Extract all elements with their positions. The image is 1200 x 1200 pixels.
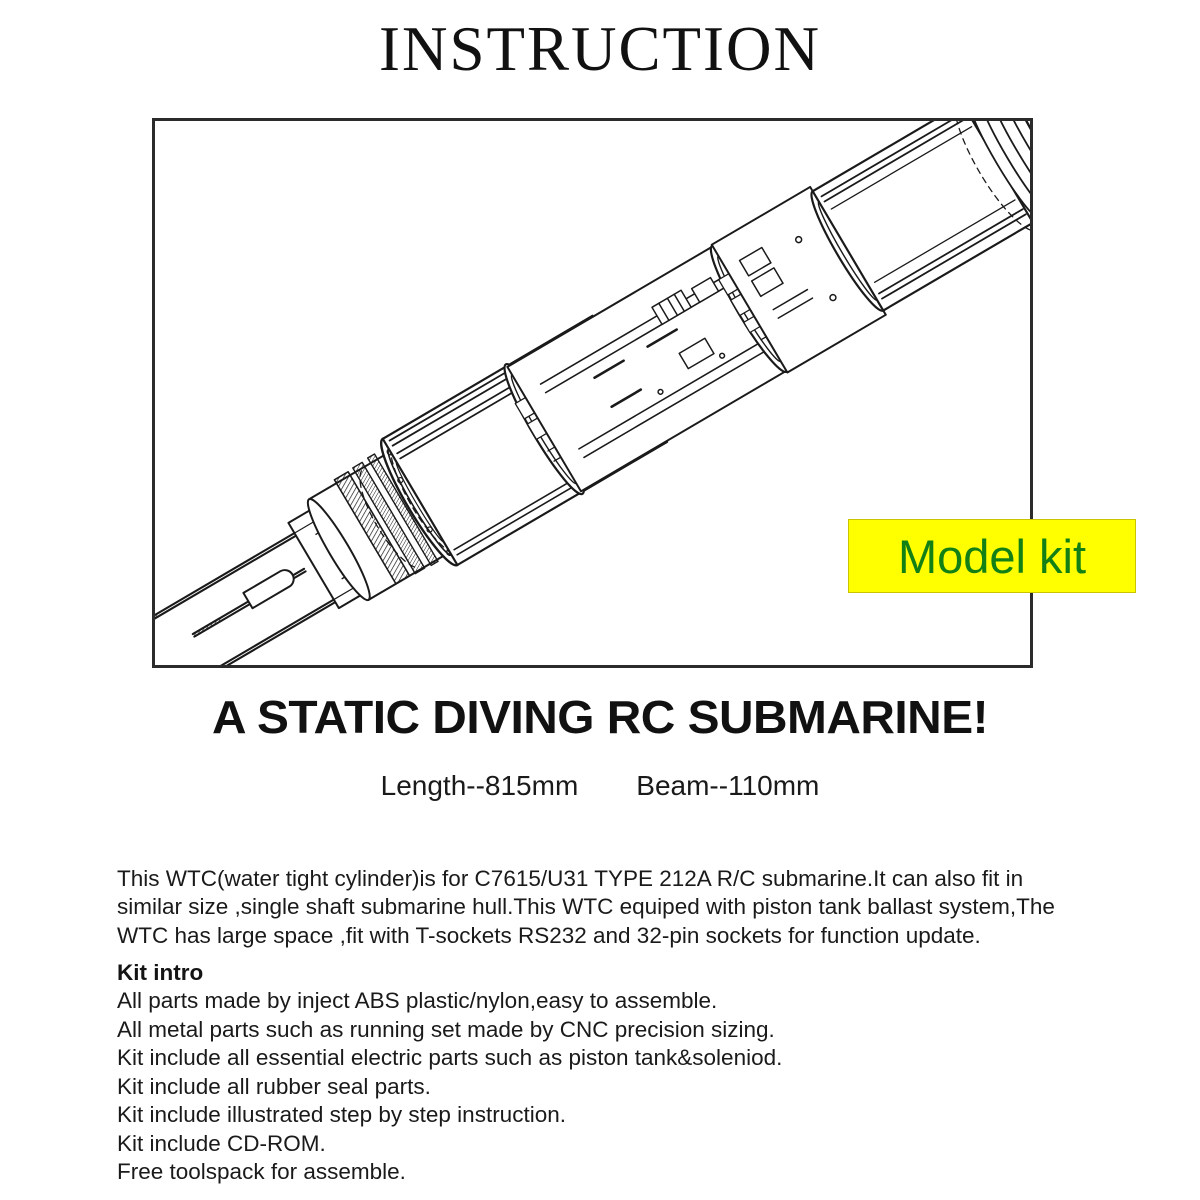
- list-item: Free toolspack for assemble.: [117, 1159, 406, 1184]
- page-title: INSTRUCTION: [379, 14, 821, 84]
- list-item: Kit include all essential electric parts such as piston tank&soleniod.: [117, 1045, 783, 1070]
- kit-feature-list: [117, 987, 1083, 1187]
- list-item: Kit include CD-ROM.: [117, 1130, 326, 1156]
- kit-intro-heading: Kit intro: [117, 960, 204, 985]
- product-subtitle: A STATIC DIVING RC SUBMARINE!: [211, 691, 989, 743]
- dimensions-line: [0, 772, 1200, 800]
- list-item: All parts made by inject ABS plastic/nylon,easy to assemble.: [117, 988, 718, 1013]
- list-item: All metal parts such as running set made by CNC precision sizing.: [117, 1016, 775, 1042]
- length-value: Length--815mm: [380, 770, 579, 801]
- list-item: Kit include all rubber seal parts.: [117, 1073, 431, 1099]
- product-description: This WTC(water tight cylinder)is for C7615/U31 TYPE 212A R/C submarine.It can also fit in similar size ,single shaft submarine hull.This WTC equiped with piston tank ballast system,The WTC has large space ,fit with T-sockets RS232 and 32-pin sockets for function update.: [117, 865, 1055, 948]
- beam-value: Beam--110mm: [636, 770, 820, 801]
- list-item: Kit include illustrated step by step instruction.: [117, 1102, 566, 1127]
- model-kit-badge: [848, 519, 1136, 593]
- model-kit-label: Model kit: [897, 529, 1087, 583]
